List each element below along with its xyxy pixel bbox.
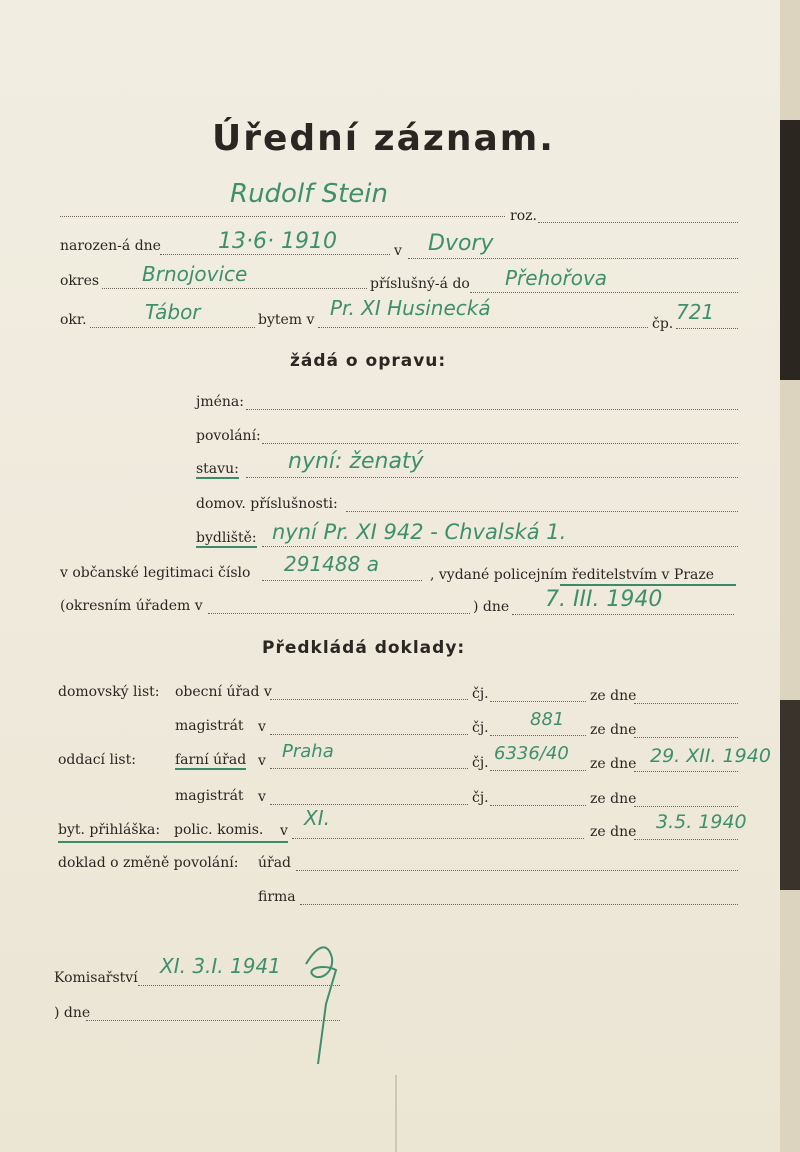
handwritten-commissariat: XI. 3.I. 1941 <box>160 954 281 978</box>
cj-line-2 <box>490 735 586 736</box>
farni-urad-line <box>270 768 468 769</box>
domovsky-list-label: domovský list: <box>58 684 160 700</box>
ze-dne-label-5: ze dne <box>590 824 637 840</box>
belonging-label: příslušný-á do <box>370 276 470 292</box>
magistrat-v-label-2: v <box>258 789 266 805</box>
born-line <box>160 254 390 255</box>
handwritten-issue-date: 7. III. 1940 <box>545 587 663 612</box>
final-date-line <box>86 1020 340 1021</box>
issued-label: , vydané policejním ředitelstvím v Praze <box>430 567 715 583</box>
status-label: stavu: <box>196 461 239 477</box>
cj-label-1: čj. <box>472 686 489 702</box>
id-card-label: v občanské legitimaci číslo <box>60 565 251 581</box>
handwritten-okr: Tábor <box>145 300 201 324</box>
handwritten-birthdate: 13·6· 1910 <box>218 229 337 254</box>
roz-label: roz. <box>510 208 537 224</box>
urad-label: úřad <box>258 855 292 871</box>
district-office-label: (okresním úřadem v <box>60 598 203 614</box>
fold-line <box>395 1075 397 1152</box>
magistrat-v-label-1: v <box>258 719 266 735</box>
registration-underline <box>58 841 288 843</box>
ze-dne-label-3: ze dne <box>590 756 637 772</box>
magistrat-label-1: magistrát <box>175 718 244 734</box>
residence-new-line <box>262 546 738 547</box>
cj-line-3 <box>490 770 586 771</box>
id-card-line <box>262 580 422 581</box>
handwritten-residence: Pr. XI Husinecká <box>330 296 491 320</box>
magistrat-line-2 <box>270 804 468 805</box>
domicile-line <box>346 511 738 512</box>
obecni-urad-label: obecní úřad v <box>175 684 272 700</box>
handwritten-residence-new: nyní Pr. XI 942 - Chvalská 1. <box>272 520 567 544</box>
police-v-label: v <box>280 823 288 839</box>
handwritten-status: nyní: ženatý <box>288 449 424 474</box>
issued-underline <box>560 584 736 586</box>
domicile-label: domov. příslušnosti: <box>196 496 338 512</box>
okr-line <box>90 327 255 328</box>
name-line <box>60 216 505 217</box>
date-label: ) dne <box>473 599 510 615</box>
names-label: jména: <box>196 394 244 410</box>
date-line <box>512 614 734 615</box>
handwritten-date-3: 29. XII. 1940 <box>650 745 771 767</box>
document-title: Úřední záznam. <box>212 118 555 159</box>
names-line <box>246 409 738 410</box>
oddaci-list-label: oddací list: <box>58 752 136 768</box>
final-date-label: ) dne <box>54 1005 91 1021</box>
registration-label: byt. přihláška: <box>58 822 161 838</box>
residence-label: bytem v <box>258 312 315 328</box>
district-label: okres <box>60 273 100 289</box>
commissariat-label: Komisařství <box>54 970 138 986</box>
urad-line <box>296 870 738 871</box>
signature-mark <box>298 934 348 1074</box>
farni-v-label: v <box>258 753 266 769</box>
born-in-label: v <box>394 243 402 259</box>
handwritten-police: XI. <box>304 806 330 830</box>
handwritten-parish: Praha <box>282 741 334 762</box>
cp-line <box>676 328 738 329</box>
okr-label: okr. <box>60 312 87 328</box>
handwritten-district: Brnojovice <box>142 262 248 286</box>
magistrat-line-1 <box>270 734 468 735</box>
ze-dne-line-2 <box>634 737 738 738</box>
cj-line-4 <box>490 805 586 806</box>
handwritten-cp: 721 <box>676 300 715 324</box>
cj-label-2: čj. <box>472 720 489 736</box>
firma-label: firma <box>258 889 296 905</box>
ze-dne-label-1: ze dne <box>590 688 637 704</box>
ze-dne-line-3 <box>634 771 738 772</box>
roz-line <box>538 222 738 223</box>
residence-new-label: bydliště: <box>196 530 257 546</box>
occupation-line <box>262 443 738 444</box>
cj-label-3: čj. <box>472 755 489 771</box>
status-line <box>246 477 738 478</box>
cp-label: čp. <box>652 316 674 332</box>
handwritten-cj-2: 881 <box>530 709 565 730</box>
ze-dne-line-4 <box>634 806 738 807</box>
obecni-urad-line <box>270 699 468 700</box>
section-heading-documents: Předkládá doklady: <box>262 638 466 658</box>
handwritten-belonging: Přehořova <box>505 266 608 290</box>
farni-urad-label: farní úřad <box>175 752 247 768</box>
occupation-label: povolání: <box>196 428 261 444</box>
district-office-line <box>208 613 470 614</box>
born-place-line <box>408 258 738 259</box>
ze-dne-label-2: ze dne <box>590 722 637 738</box>
ze-dne-line-5 <box>634 839 738 840</box>
occupation-change-label: doklad o změně povolání: <box>58 855 239 871</box>
handwritten-birthplace: Dvory <box>428 231 494 256</box>
handwritten-cj-3: 6336/40 <box>494 743 569 764</box>
firma-line <box>300 904 738 905</box>
district-line <box>102 288 367 289</box>
handwritten-date-5: 3.5. 1940 <box>656 811 747 833</box>
born-label: narozen-á dne <box>60 238 161 254</box>
handwritten-id-number: 291488 a <box>284 552 379 576</box>
magistrat-label-2: magistrát <box>175 788 244 804</box>
handwritten-name: Rudolf Stein <box>230 179 388 209</box>
ze-dne-line-1 <box>634 703 738 704</box>
residence-line <box>318 327 648 328</box>
ze-dne-label-4: ze dne <box>590 791 637 807</box>
cj-label-4: čj. <box>472 790 489 806</box>
section-heading-correction: žádá o opravu: <box>290 351 447 371</box>
cj-line-1 <box>490 701 586 702</box>
police-commission-label: polic. komis. <box>174 822 264 838</box>
belonging-line <box>470 292 738 293</box>
police-line <box>292 838 584 839</box>
